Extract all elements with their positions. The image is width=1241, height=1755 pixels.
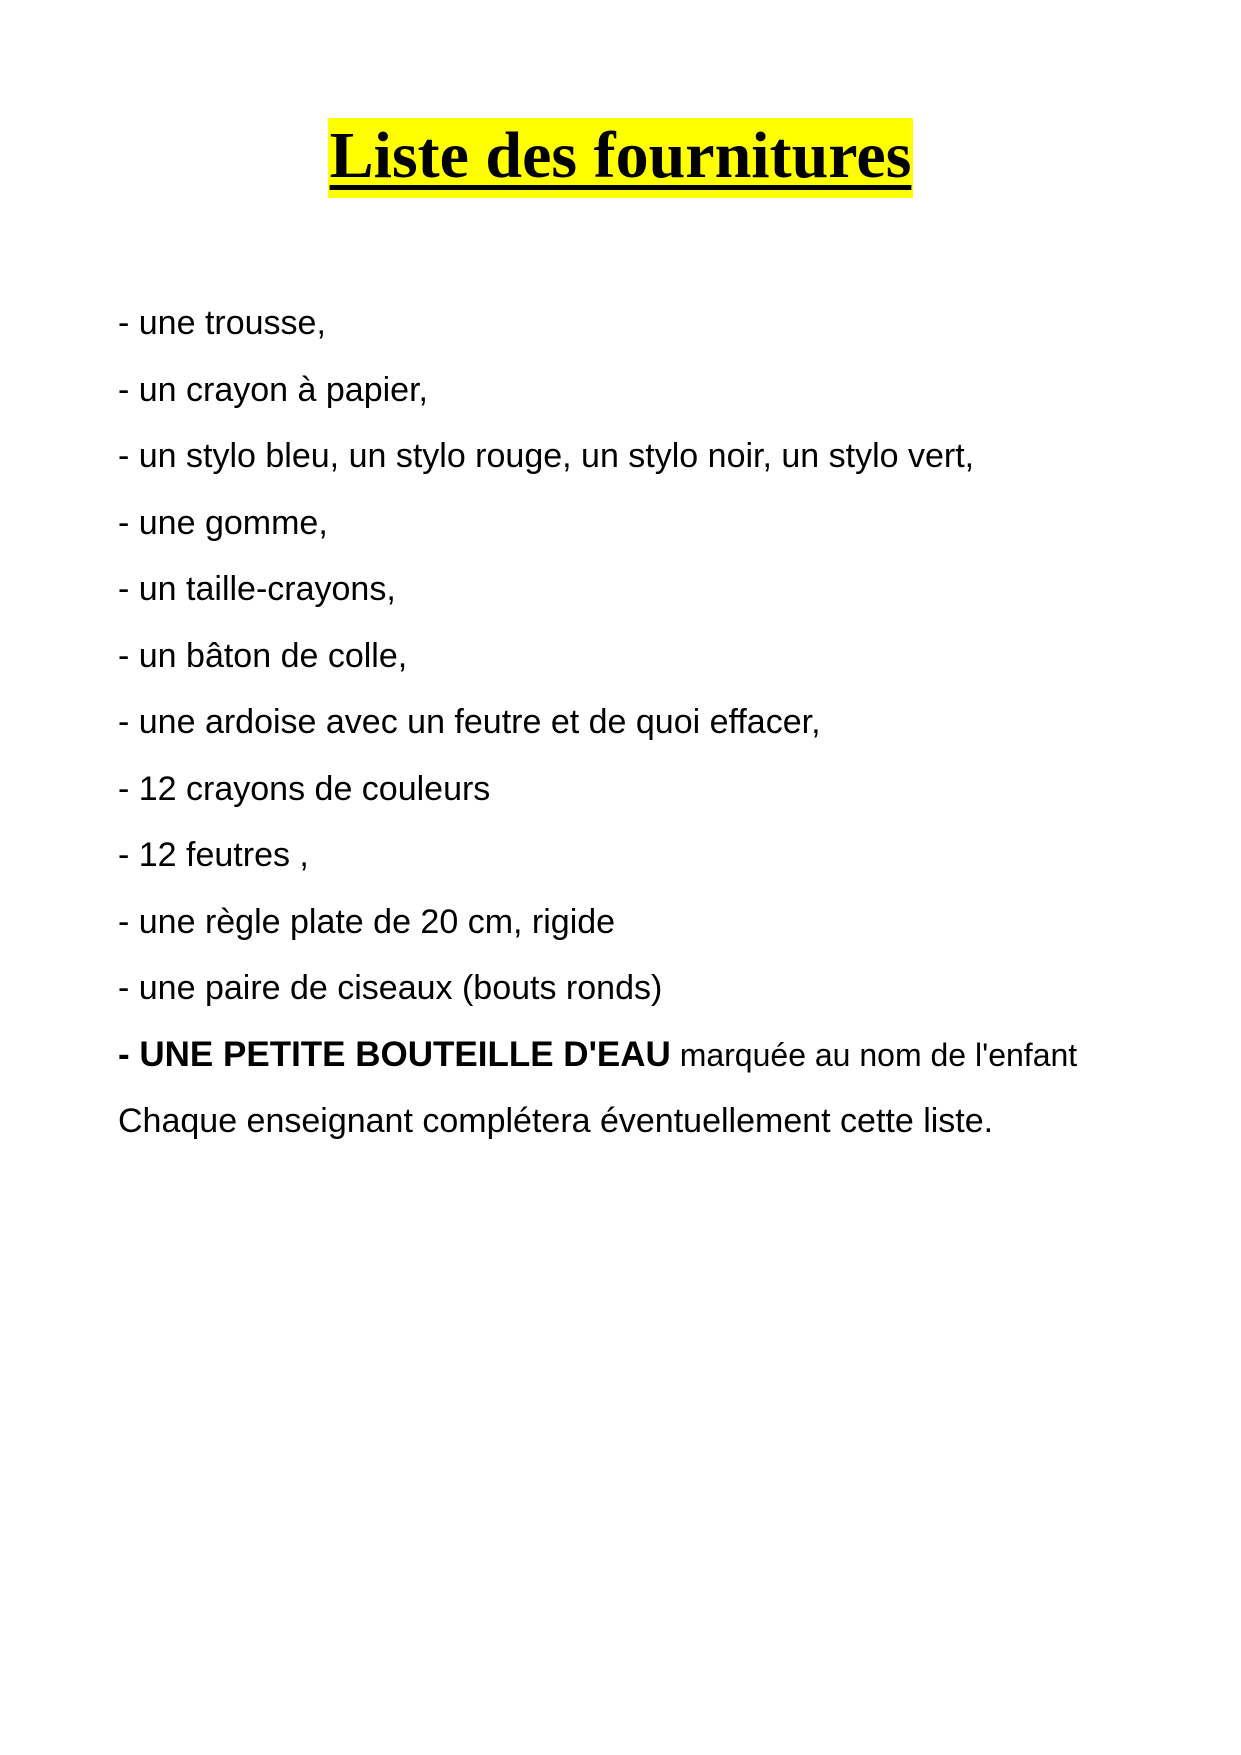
list-item: - une gomme, [118, 503, 328, 542]
page-title: Liste des fournitures [328, 118, 914, 198]
list-item: - un bâton de colle, [118, 636, 408, 675]
title-container [0, 118, 1241, 198]
list-item: - un stylo bleu, un stylo rouge, un stylo noir, un stylo vert, [118, 437, 975, 475]
list-item: - une règle plate de 20 cm, rigide [118, 902, 616, 941]
list-item: - une paire de ciseaux (bouts ronds) [118, 969, 663, 1007]
list-item: - 12 crayons de couleurs [118, 769, 491, 808]
water-bottle-detail: marquée au nom de l'enfant [670, 1036, 1078, 1073]
list-item: - une trousse, [118, 304, 326, 342]
list-item-water-bottle [118, 1022, 1198, 1089]
list-item: - 12 feutres , [118, 836, 309, 874]
water-bottle-emphasis: - UNE PETITE BOUTEILLE D'EAU [118, 1034, 671, 1074]
list-item: - un crayon à papier, [118, 370, 428, 409]
closing-note: Chaque enseignant complétera éventuellement cette liste. [118, 1102, 994, 1140]
list-item: - une ardoise avec un feutre et de quoi effacer, [118, 703, 821, 741]
supplies-list [118, 290, 1198, 1155]
list-item: - un taille-crayons, [118, 570, 396, 608]
